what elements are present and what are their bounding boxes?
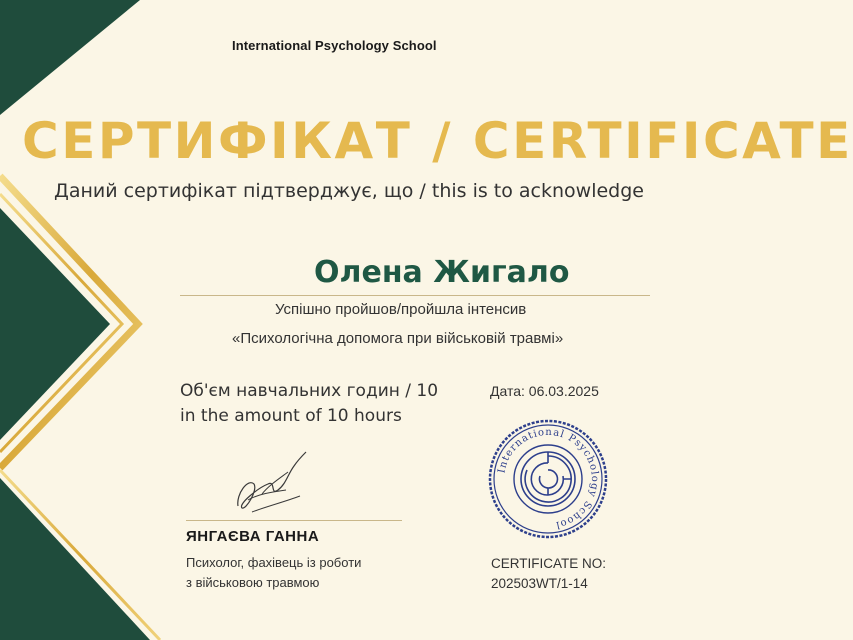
signer-name: ЯНГАЄВА ГАННА bbox=[186, 528, 320, 545]
school-name: International Psychology School bbox=[232, 38, 437, 53]
acknowledge-text: Даний сертифікат підтверджує, що / this is to acknowledge bbox=[54, 180, 644, 202]
signature-line bbox=[186, 520, 402, 521]
stamp-text: International Psychology School bbox=[496, 426, 601, 531]
bottom-left-green-shape bbox=[0, 478, 150, 640]
course-line-1: Успішно пройшов/пройшла інтенсив bbox=[275, 301, 527, 318]
name-underline bbox=[180, 295, 650, 296]
certificate-no-label: CERTIFICATE NO: bbox=[491, 556, 607, 571]
green-chevron bbox=[0, 208, 110, 440]
hours-line-1: Об'єм навчальних годин / 10 bbox=[180, 381, 439, 401]
signature-icon bbox=[228, 444, 318, 524]
maze-icon bbox=[521, 452, 575, 506]
svg-text:International Psychology Schoo bbox=[496, 427, 600, 530]
stamp-icon bbox=[487, 418, 609, 540]
hours-line-2: in the amount of 10 hours bbox=[180, 406, 402, 426]
recipient-name: Олена Жигало bbox=[314, 255, 570, 290]
signer-role-line-2: з військовою травмою bbox=[186, 575, 320, 590]
certificate-no-value: 202503WT/1-14 bbox=[491, 576, 588, 591]
top-left-green-shape bbox=[0, 0, 140, 115]
course-line-2: «Психологічна допомога при військовій травмі» bbox=[232, 330, 564, 347]
certificate-title: СЕРТИФІКАТ / CERTIFICATE bbox=[22, 112, 853, 170]
signer-role-line-1: Психолог, фахівець із роботи bbox=[186, 555, 362, 570]
certificate-date: Дата: 06.03.2025 bbox=[490, 383, 599, 399]
